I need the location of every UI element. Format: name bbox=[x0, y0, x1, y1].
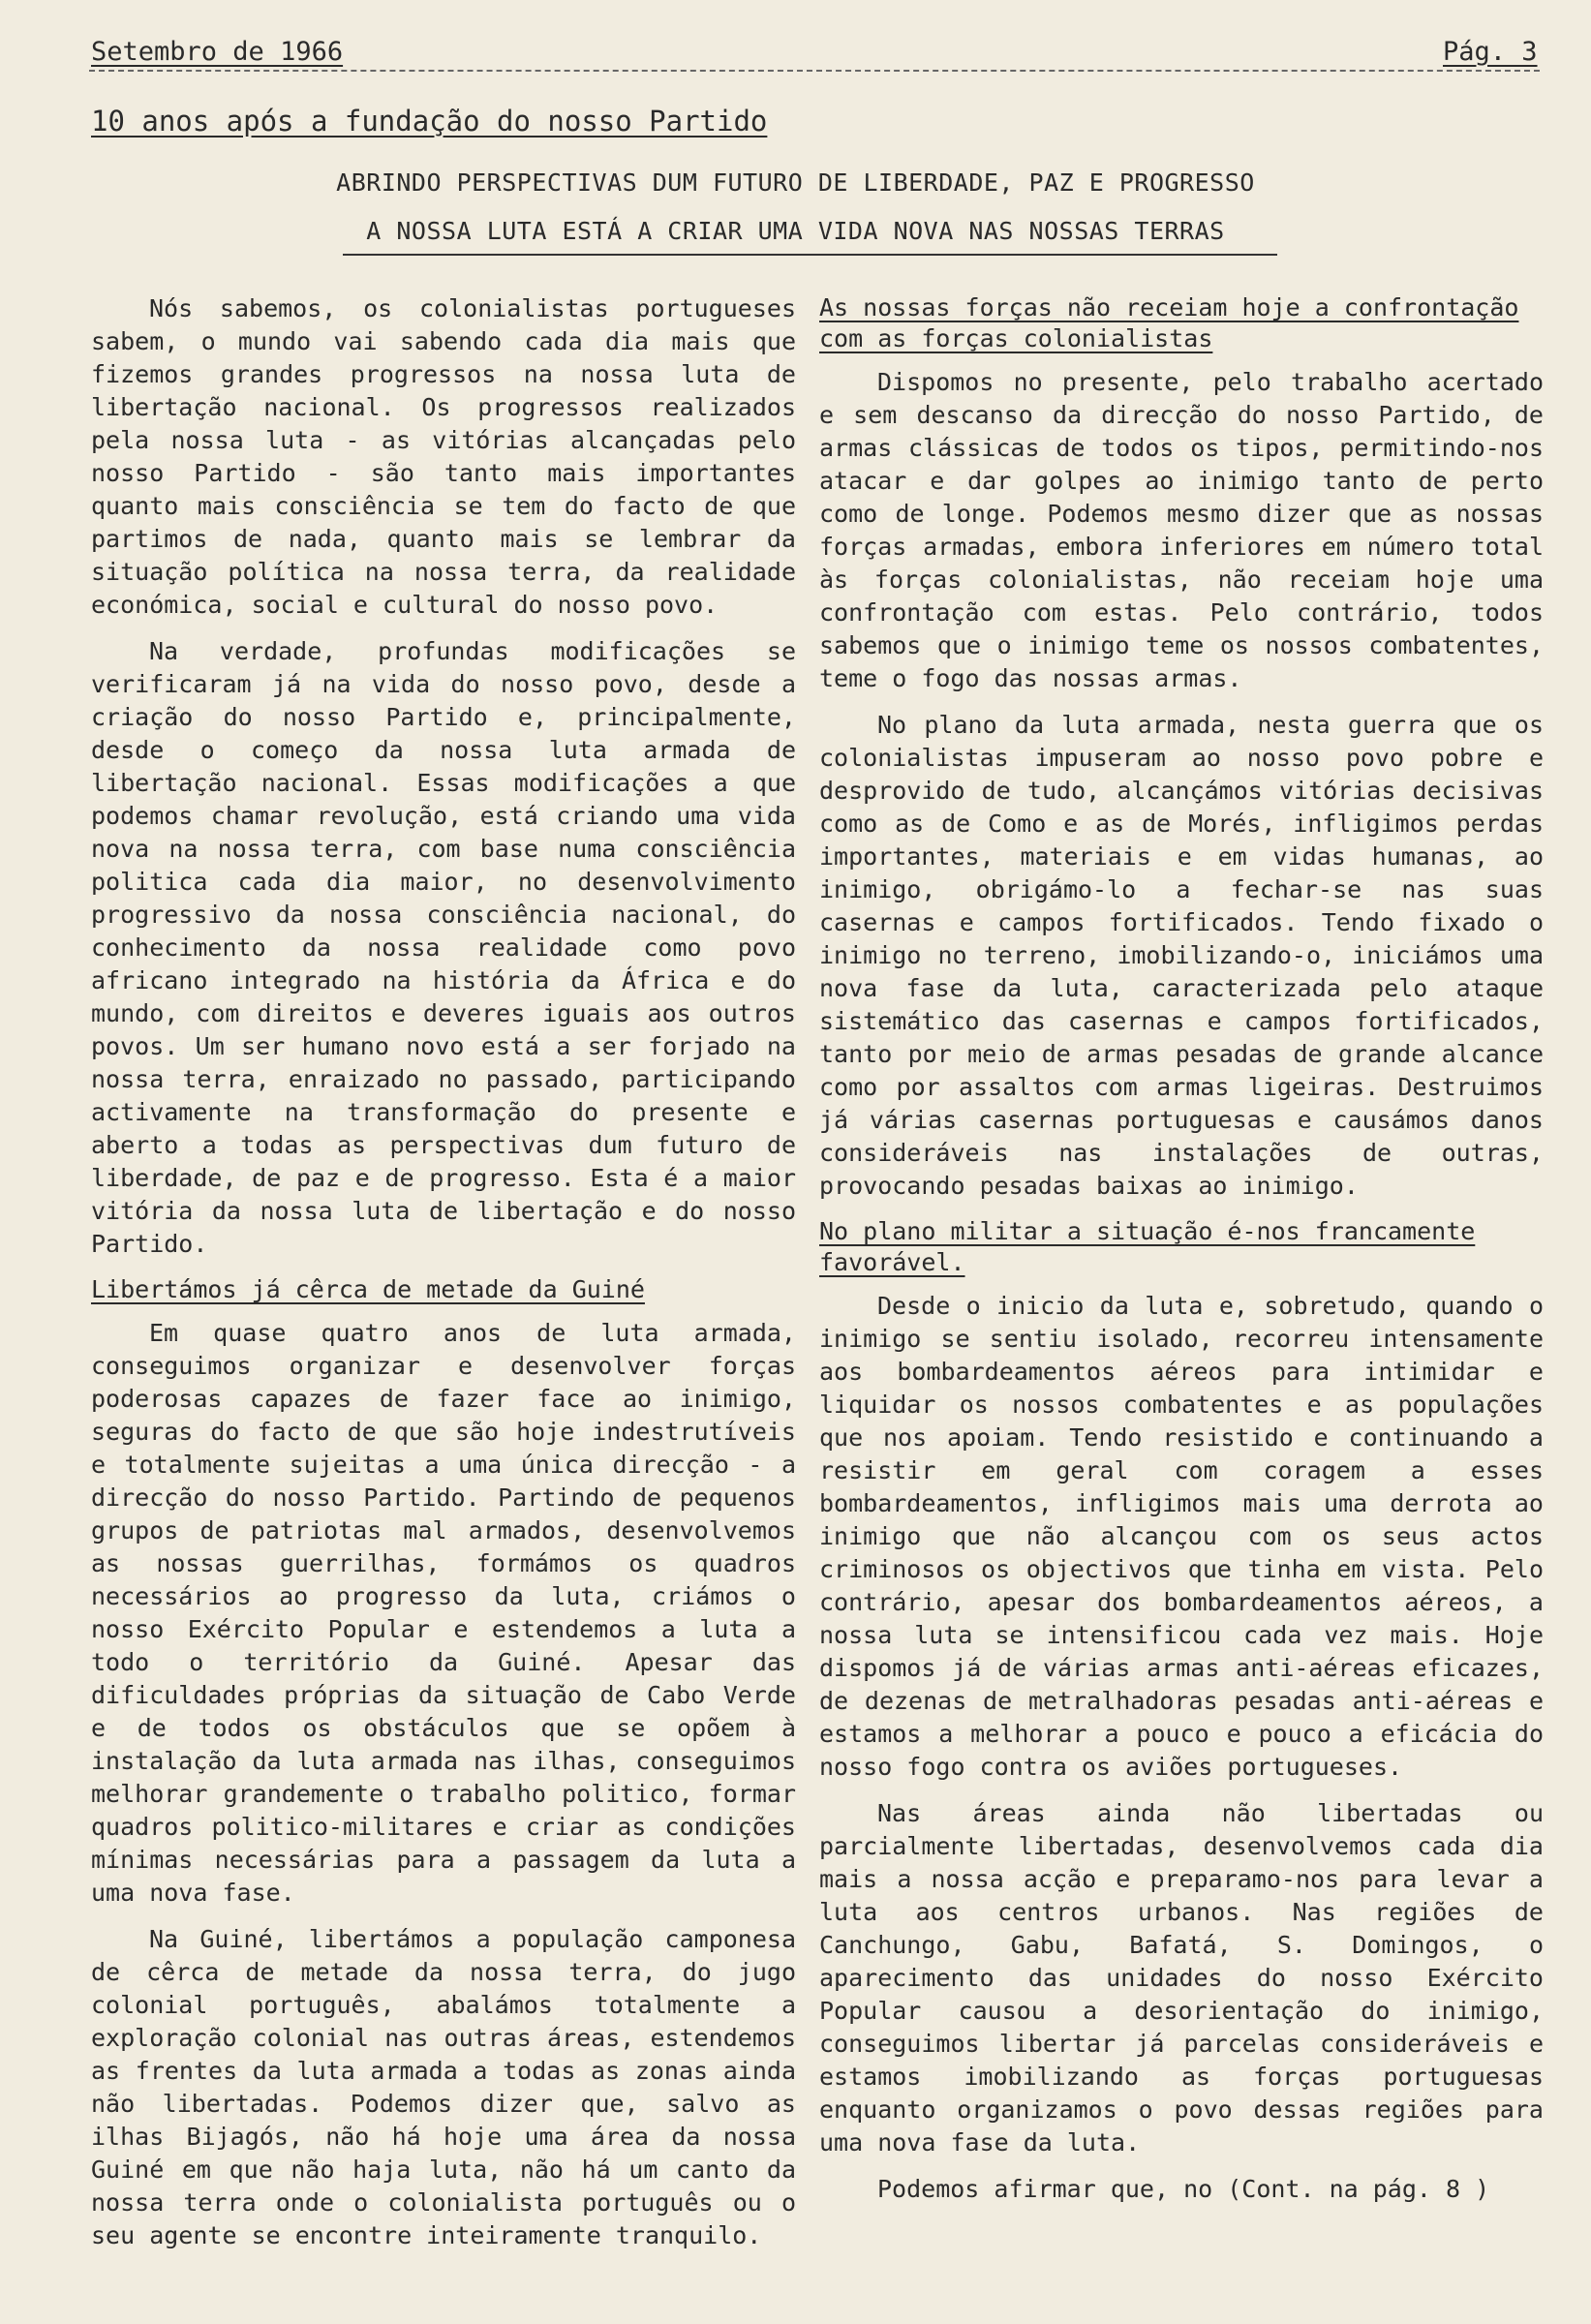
section-title: Libertámos já cêrca de metade da Guiné bbox=[91, 1275, 645, 1303]
section-title: No plano militar a situação é-nos francamente favorável. bbox=[819, 1217, 1476, 1276]
left-column bbox=[91, 292, 796, 2252]
paragraph: Nós sabemos, os colonialistas portugueses sabem, o mundo vai sabendo cada dia mais que fizemos grandes progressos na nossa luta de libertação nacional. Os progressos realizados pela nossa luta - as vitórias alcançadas pelo nosso Partido - são tanto mais importantes quanto mais consciência se tem do facto de que partimos de nada, quanto mais se lembrar da situação política na nossa terra, da realidade económica, social e cultural do nosso povo. bbox=[91, 294, 796, 619]
headline-line-2: A NOSSA LUTA ESTÁ A CRIAR UMA VIDA NOVA NAS NOSSAS TERRAS bbox=[366, 217, 1225, 245]
paragraph: Em quase quatro anos de luta armada, conseguimos organizar e desenvolver forças poderosas capazes de fazer face ao inimigo, seguras do facto de que são hoje indestrutíveis e totalmente sujeitas a uma única direcção - a direcção do nosso Partido. Partindo de pequenos grupos de patriotas mal armados, desenvolvemos as nossas guerrilhas, formámos os quadros necessários ao progresso da luta, criámos o nosso Exército Popular e estendemos a luta a todo o território da Guiné. Apesar das dificuldades próprias da situação de Cabo Verde e de todos os obstáculos que se opõem à instalação da luta armada nas ilhas, conseguimos melhorar grandemente o trabalho politico, formar quadros politico-militares e criar as condições mínimas necessárias para a passagem da luta a uma nova fase. bbox=[91, 1319, 796, 1907]
page-number: Pág. 3 bbox=[1443, 37, 1538, 67]
paragraph: Na Guiné, libertámos a população camponesa de cêrca de metade da nossa terra, do jugo colonial português, abalámos totalmente a exploração colonial nas outras áreas, estendemos as frentes da luta armada a todas as zonas ainda não libertadas. Podemos dizer que, salvo as ilhas Bijagós, não há hoje uma área da nossa Guiné em que não haja luta, não há um canto da nossa terra onde o colonialista português ou o seu agente se encontre inteiramente tranquilo. bbox=[91, 1925, 796, 2249]
header-rule bbox=[89, 70, 1540, 72]
headline-line-1: ABRINDO PERSPECTIVAS DUM FUTURO DE LIBERDADE, PAZ E PROGRESSO bbox=[336, 168, 1255, 197]
right-column bbox=[819, 292, 1544, 2206]
issue-date: Setembro de 1966 bbox=[91, 37, 344, 67]
paragraph: No plano da luta armada, nesta guerra que os colonialistas impuseram ao nosso povo pobre e desprovido de tudo, alcançámos vitórias decisivas como as de Como e as de Morés, infligimos perdas importantes, materiais e em vidas humanas, ao inimigo, obrigámo-lo a fechar-se nas suas casernas e campos fortificados. Tendo fixado o inimigo no terreno, imobilizando-o, iniciámos uma nova fase da luta, caracterizada pelo ataque sistemático das casernas e campos fortificados, tanto por meio de armas pesadas de grande alcance como por assaltos com armas ligeiras. Destruimos já várias casernas portuguesas e causámos danos consideráveis nas instalações de outras, provocando pesadas baixas ao inimigo. bbox=[819, 711, 1544, 1200]
paragraph: Desde o inicio da luta e, sobretudo, quando o inimigo se sentiu isolado, recorreu intensamente aos bombardeamentos aéreos para intimidar e liquidar os nossos combatentes e as populações que nos apoiam. Tendo resistido e continuando a resistir em geral com coragem a esses bombardeamentos, infligimos mais uma derrota ao inimigo que não alcançou com os seus actos criminosos os objectivos que tinha em vista. Pelo contrário, apesar dos bombardeamentos aéreos, a nossa luta se intensificou cada vez mais. Hoje dispomos já de várias armas anti-aéreas eficazes, de dezenas de metralhadoras pesadas anti-aéreas e estamos a melhorar a pouco e pouco a eficácia do nosso fogo contra os aviões portugueses. bbox=[819, 1292, 1544, 1781]
article-kicker: 10 anos após a fundação do nosso Partido bbox=[91, 105, 768, 138]
paragraph: Na verdade, profundas modificações se verificaram já na vida do nosso povo, desde a criação do nosso Partido e, principalmente, desde o começo da nossa luta armada de libertação nacional. Essas modificações a que podemos chamar revolução, está criando uma vida nova na nossa terra, com base numa consciência politica cada dia maior, no desenvolvimento progressivo da nossa consciência nacional, do conhecimento da nossa realidade como povo africano integrado na história da África e do mundo, com direitos e deveres iguais aos outros povos. Um ser humano novo está a ser forjado na nossa terra, enraizado no passado, participando activamente na transformação do presente e aberto a todas as perspectivas dum futuro de liberdade, de paz e de progresso. Esta é a maior vitória da nossa luta de libertação e do nosso Partido. bbox=[91, 637, 796, 1258]
paragraph: Nas áreas ainda não libertadas ou parcialmente libertadas, desenvolvemos cada dia mais a nossa acção e preparamo-nos para levar a luta aos centros urbanos. Nas regiões de Canchungo, Gabu, Bafatá, S. Domingos, o aparecimento das unidades do nosso Exército Popular causou a desorientação do inimigo, conseguimos libertar já parcelas consideráveis e estamos imobilizando as forças portuguesas enquanto organizamos o povo dessas regiões para uma nova fase da luta. bbox=[819, 1799, 1544, 2156]
paragraph: Dispomos no presente, pelo trabalho acertado e sem descanso da direcção do nosso Partido, de armas clássicas de todos os tipos, permitindo-nos atacar e dar golpes ao inimigo tanto de perto como de longe. Podemos mesmo dizer que as nossas forças armadas, embora inferiores em número total às forças colonialistas, não receiam hoje uma confrontação com estas. Pelo contrário, todos sabemos que o inimigo teme os nossos combatentes, teme o fogo das nossas armas. bbox=[819, 368, 1544, 692]
section-title: As nossas forças não receiam hoje a confrontação com as forças colonialistas bbox=[819, 293, 1519, 352]
continuation-note: Podemos afirmar que, no (Cont. na pág. 8 ) bbox=[877, 2175, 1490, 2203]
headline-rule bbox=[343, 254, 1277, 256]
